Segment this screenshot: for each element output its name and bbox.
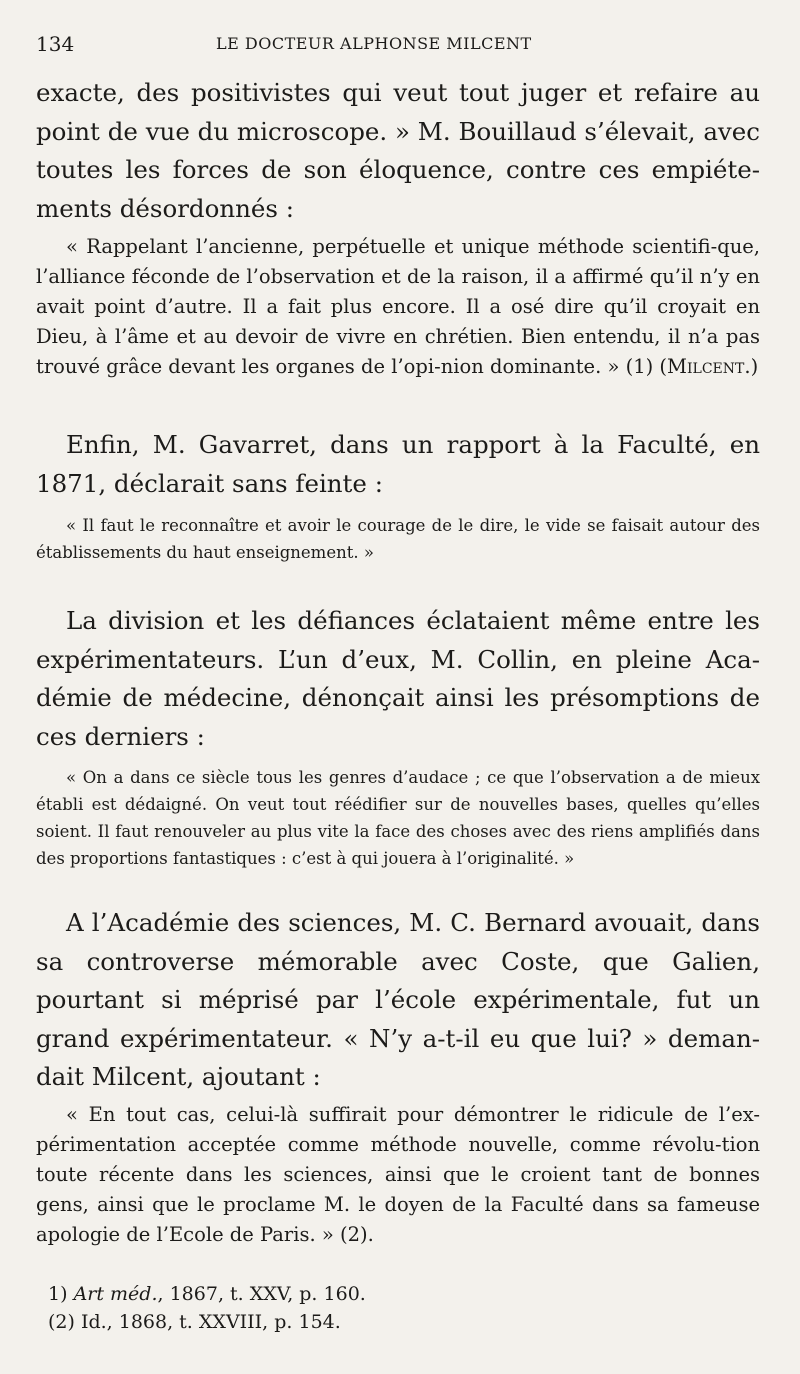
footnote-1-mark: 1)	[48, 1283, 68, 1305]
page-number: 134	[36, 32, 75, 56]
quote-collin: « On a dans ce siècle tous les genres d’audace ; ce que l’observation a de mieux établi est dédaigné. On veut tout réédifier sur de nouvelles bases, quelles qu’elles soient. Il faut renouveler au plus vite la face des choses avec des riens amplifiés dans des proportions fantastiques : c’est à qui jouera à l’originalité. »	[36, 768, 760, 868]
footnote-2: (2) Id., 1868, t. XXVIII, p. 154.	[48, 1311, 341, 1333]
footnotes	[48, 1280, 748, 1336]
quote-milcent-1	[36, 232, 760, 382]
quote-milcent-2: « En tout cas, celui-là suffirait pour démontrer le ridicule de l’ex-périmentation acceptée comme méthode nouvelle, comme révolu-tion toute récente dans les sciences, ainsi que le croient tant de bonnes gens, ainsi que le proclame M. le doyen de la Faculté dans sa fameuse apologie de l’Ecole de Paris. » (2).	[36, 1103, 760, 1246]
paragraph-collin: La division et les défiances éclataient même entre les expérimentateurs. L’un d’eux, M. Collin, en pleine Aca-démie de médecine, dénonçait ainsi les présomptions de ces derniers :	[36, 606, 760, 751]
footnote-1-title: Art méd.	[73, 1283, 158, 1305]
paragraph-bouillaud: exacte, des positivistes qui veut tout juger et refaire au point de vue du microscope. » M. Bouillaud s’élevait, avec toutes les forces de son éloquence, contre ces empiéte-ments désordonnés :	[36, 78, 760, 223]
footnote-1-rest: , 1867, t. XXV, p. 160.	[157, 1283, 366, 1305]
page-header	[36, 32, 766, 62]
quote-milcent-1-text: « Rappelant l’ancienne, perpétuelle et unique méthode scientifi-que, l’alliance féconde de l’observation et de la raison, il a affirmé qu’il n’y en avait point d’autre. Il a fait plus encore. Il a osé dire qu’il croyait en Dieu, à l’âme et au devoir de vivre en chrétien. Bien entendu, il n’a pas trouvé grâce devant les organes de l’opi-nion dominante. » (1) (	[36, 235, 760, 378]
quote-author: Milcent	[667, 355, 745, 378]
running-title: LE DOCTEUR ALPHONSE MILCENT	[216, 34, 532, 53]
footnote-1	[48, 1280, 748, 1308]
quote-end: .)	[744, 355, 759, 378]
quote-gavarret: « Il faut le reconnaître et avoir le courage de le dire, le vide se faisait autour des établissements du haut enseignement. »	[36, 516, 760, 562]
paragraph-gavarret: Enfin, M. Gavarret, dans un rapport à la Faculté, en 1871, déclarait sans feinte :	[36, 430, 760, 498]
paragraph-bernard: A l’Académie des sciences, M. C. Bernard avouait, dans sa controverse mémorable avec Coste, que Galien, pourtant si méprisé par l’école expérimentale, fut un grand expérimentateur. « N’y a-t-il eu que lui? » deman-dait Milcent, ajoutant :	[36, 908, 760, 1091]
